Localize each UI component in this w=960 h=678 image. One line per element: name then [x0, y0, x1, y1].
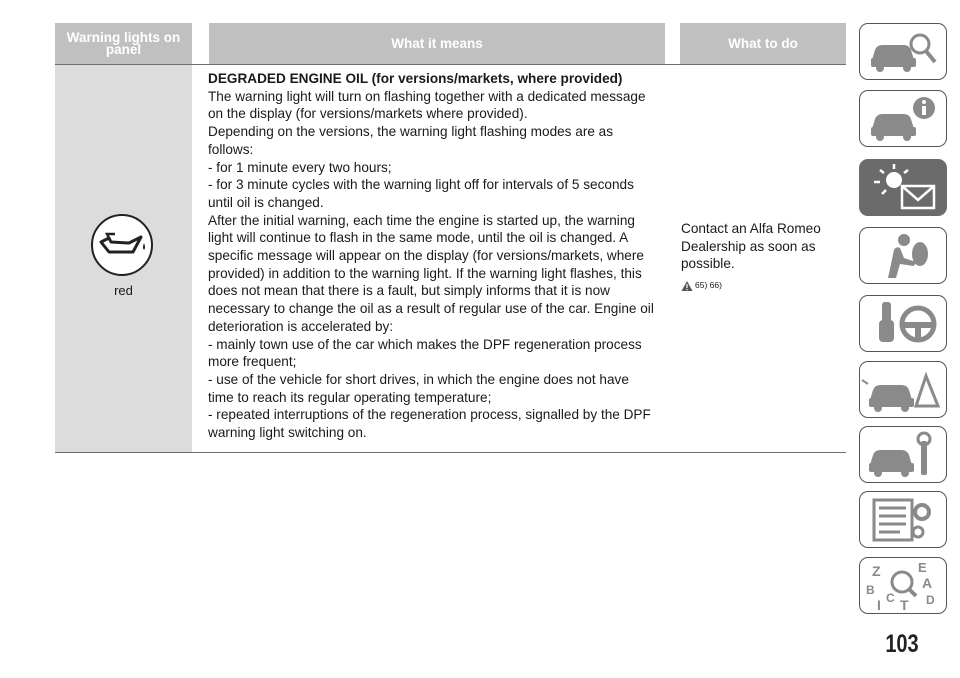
svg-text:A: A	[922, 575, 933, 591]
meaning-line: specific message will appear on the display (for versions/markets, where	[208, 248, 644, 264]
meaning-line: - mainly town use of the car which makes the DPF regeneration process	[208, 336, 642, 352]
meaning-title: DEGRADED ENGINE OIL (for versions/markets, where provided)	[208, 71, 623, 86]
page-number: 103	[885, 630, 919, 658]
action-line: possible.	[681, 256, 735, 272]
svg-text:T: T	[900, 597, 909, 612]
meaning-line: - repeated interruptions of the regeneration process, signalled by the DPF	[208, 407, 651, 423]
svg-text:Z: Z	[872, 563, 881, 579]
car-info-icon	[860, 91, 945, 145]
references	[681, 277, 846, 295]
meaning-line: light will continue to flash in the same mode, until the oil is changed. A	[208, 230, 629, 246]
action-text	[681, 220, 846, 273]
warning-light-message-icon	[860, 160, 945, 214]
svg-text:E: E	[918, 560, 927, 575]
meaning-line: deterioration is accelerated by:	[208, 318, 394, 334]
meaning-line: provided) in addition to the warning light. If the warning light flashes, this	[208, 265, 642, 281]
oil-pressure-warning-icon	[89, 212, 155, 278]
seat-airbag-icon	[860, 228, 945, 282]
car-search-icon	[860, 24, 945, 78]
meaning-line: - for 3 minute cycles with the warning light off for intervals of 5 seconds	[208, 177, 634, 193]
svg-text:B: B	[866, 583, 875, 597]
tab-index[interactable]	[859, 557, 947, 614]
action-cell	[681, 220, 846, 295]
tab-car-search[interactable]	[859, 23, 947, 80]
tab-starting-driving[interactable]	[859, 295, 947, 352]
header-warning-lights	[55, 23, 192, 64]
meaning-line: - use of the vehicle for short drives, in which the engine does not have	[208, 371, 629, 387]
meaning-cell	[208, 70, 668, 442]
meaning-line: Depending on the versions, the warning light flashing modes are as	[208, 124, 614, 140]
car-maintenance-icon	[860, 427, 945, 481]
meaning-line: on the display (for versions/markets where provided).	[208, 106, 528, 122]
meaning-body	[208, 88, 668, 442]
svg-text:D: D	[926, 593, 935, 607]
lamp-cell	[55, 65, 192, 452]
tab-emergency[interactable]	[859, 361, 947, 418]
row-divider	[55, 452, 846, 453]
header-what-it-means	[209, 23, 665, 64]
svg-text:I: I	[877, 597, 881, 612]
meaning-line: until oil is changed.	[208, 194, 324, 210]
header-what-it-means-label: What it means	[391, 35, 483, 51]
action-line: Contact an Alfa Romeo	[681, 221, 821, 236]
warning-triangle-icon	[681, 280, 693, 292]
car-emergency-icon	[860, 362, 945, 416]
tab-warning-lights[interactable]	[859, 159, 947, 216]
tab-safety[interactable]	[859, 227, 947, 284]
meaning-line: warning light switching on.	[208, 425, 367, 441]
tab-technical-data[interactable]	[859, 491, 947, 548]
alphabetical-index-icon	[860, 558, 945, 612]
meaning-line: The warning light will turn on flashing together with a dedicated message	[208, 88, 646, 104]
tab-maintenance[interactable]	[859, 426, 947, 483]
meaning-line: time to reach its regular operating temperature;	[208, 389, 492, 405]
meaning-line: After the initial warning, each time the engine is started up, the warning	[208, 212, 635, 228]
header-what-to-do-label: What to do	[728, 35, 798, 51]
lamp-color-label: red	[114, 283, 133, 298]
meaning-line: follows:	[208, 141, 254, 157]
action-line: Dealership as soon as	[681, 238, 816, 254]
tab-car-info[interactable]	[859, 90, 947, 147]
header-warning-lights-label: Warning lights on panel	[66, 29, 181, 57]
key-steering-wheel-icon	[860, 296, 945, 350]
header-what-to-do	[680, 23, 846, 64]
technical-data-icon	[860, 492, 945, 546]
svg-text:C: C	[886, 591, 895, 605]
reference-numbers: 65) 66)	[695, 280, 722, 291]
meaning-line: - for 1 minute every two hours;	[208, 159, 392, 175]
meaning-line: does not mean that there is a fault, but simply informs that it is now	[208, 283, 610, 299]
meaning-line: more frequent;	[208, 354, 297, 370]
meaning-line: necessary to change the oil as a result of regular use of the car. Engine oil	[208, 301, 654, 317]
